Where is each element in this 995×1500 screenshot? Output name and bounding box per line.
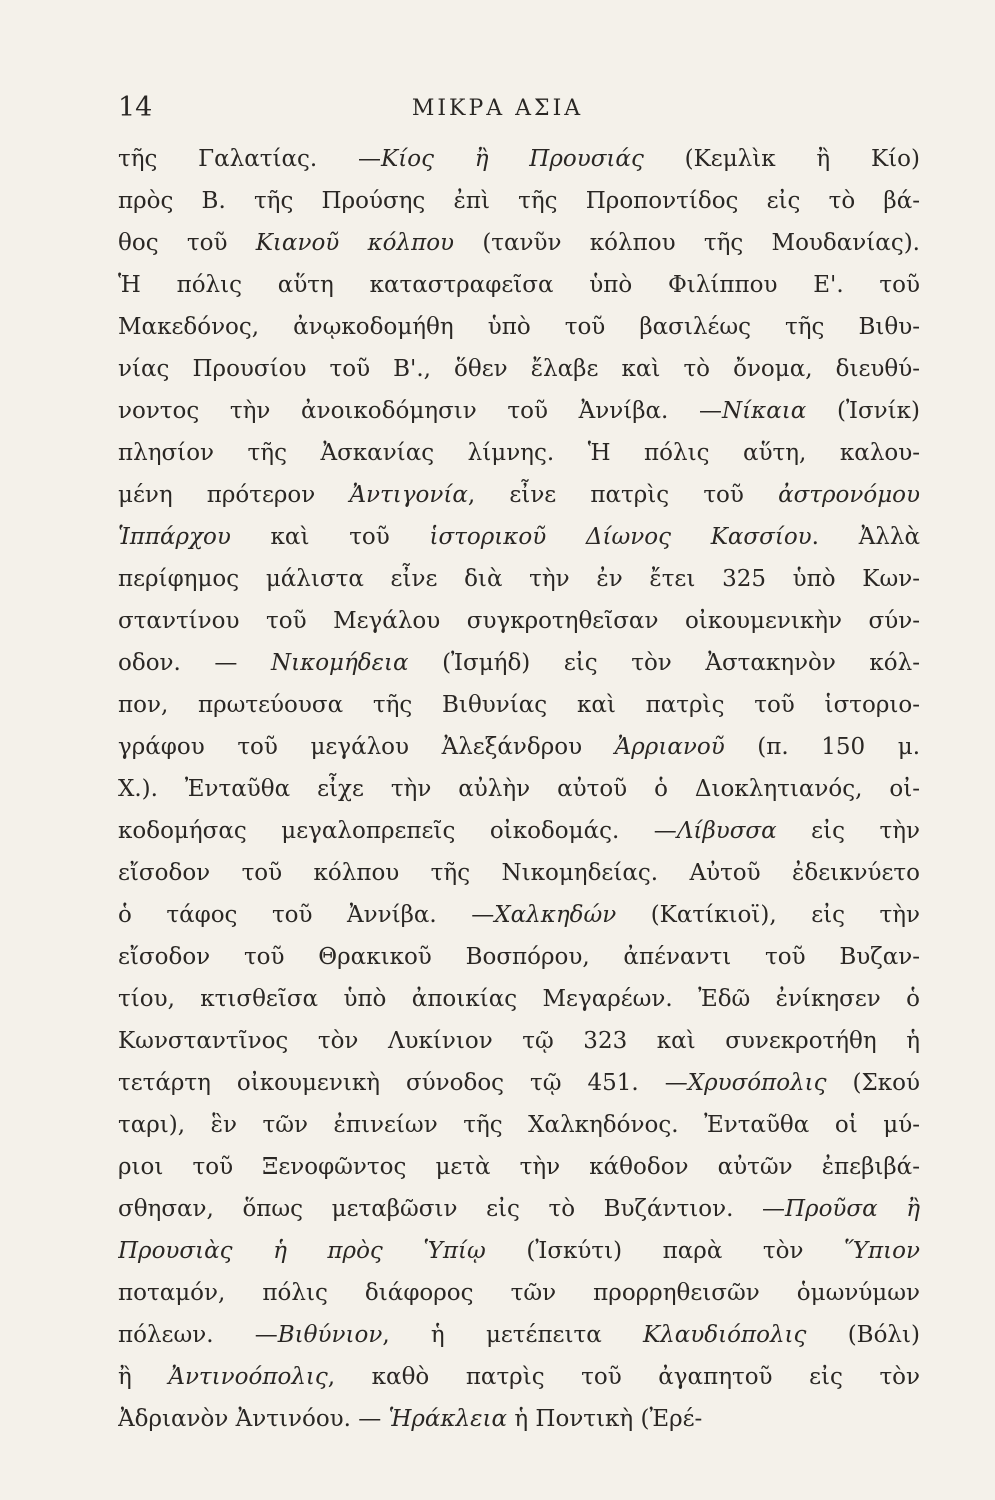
italic-term: Νικομήδεια [270,650,409,676]
text-run: οδον. — [118,650,271,676]
text-run: ριοι τοῦ Ξενοφῶντος μετὰ τὴν κάθοδον αὐτῶν ἐπεβιβά- [118,1154,920,1180]
text-line [118,1356,920,1398]
text-run: τῆς Γαλατίας. — [118,146,382,172]
text-line [118,726,920,768]
text-line [118,1020,920,1062]
text-run: νίας Προυσίου τοῦ Β'., ὅθεν ἔλαβε καὶ τὸ ὄνομα, διευθύ- [118,356,920,382]
text-line [118,894,920,936]
italic-term: Ἀντιγονία [349,482,468,508]
text-run: . Ἀλλὰ [811,524,920,550]
italic-term: Προυσιὰς ἡ πρὸς Ὑπίῳ [118,1238,486,1264]
text-run: ταρι), ἓν τῶν ἐπινείων τῆς Χαλκηδόνος. Ἐνταῦθα οἱ μύ- [118,1112,920,1138]
text-run: ἢ [118,1364,169,1390]
italic-term: Βιθύνιον [277,1322,383,1348]
text-run: πρὸς Β. τῆς Προύσης ἐπὶ τῆς Προποντίδος εἰς τὸ βά- [118,188,920,214]
text-run: πον, πρωτεύουσα τῆς Βιθυνίας καὶ πατρὶς τοῦ ἱστοριο- [118,692,920,718]
text-run: νοντος τὴν ἀνοικοδόμησιν τοῦ Ἀννίβα. — [118,398,723,424]
text-line [118,222,920,264]
text-run: περίφημος μάλιστα εἶνε διὰ τὴν ἐν ἔτει 325 ὑπὸ Κων- [118,566,920,592]
text-run: θος τοῦ [118,230,256,256]
text-run: κοδομήσας μεγαλοπρεπεῖς οἰκοδομάς. — [118,818,677,844]
text-line [118,1398,920,1440]
text-run: (Ἰσμήδ) εἰς τὸν Ἀστακηνὸν κόλ- [408,650,920,676]
italic-term: Κίος ἢ Προυσιάς [381,146,644,172]
text-line [118,600,920,642]
text-line [118,558,920,600]
italic-term: Ἀντινοόπολις [168,1364,328,1390]
text-line [118,684,920,726]
text-line [118,1146,920,1188]
running-title: ΜΙΚΡΑ ΑΣΙΑ [411,96,584,121]
text-line [118,978,920,1020]
text-line [118,852,920,894]
italic-term: Ὕπιον [844,1238,920,1264]
text-line [118,516,920,558]
text-line [118,1062,920,1104]
italic-term: Χαλκηδών [494,902,617,928]
text-line [118,432,920,474]
text-line [118,1104,920,1146]
text-line [118,1188,920,1230]
text-run: (π. 150 μ. [724,734,920,760]
text-run: (τανῦν κόλπου τῆς Μουδανίας). [454,230,920,256]
text-run: (Βόλι) [806,1322,920,1348]
text-run: Ἡ πόλις αὕτη καταστραφεῖσα ὑπὸ Φιλίππου Ε'. τοῦ [118,272,920,298]
text-run: πόλεων. — [118,1322,278,1348]
text-run: Ἀδριανὸν Ἀντινόου. — [118,1406,389,1432]
text-run: τετάρτη οἰκουμενικὴ σύνοδος τῷ 451. — [118,1070,688,1096]
text-run: πλησίον τῆς Ἀσκανίας λίμνης. Ἡ πόλις αὕτη, καλου- [118,440,920,466]
text-run: τίου, κτισθεῖσα ὑπὸ ἀποικίας Μεγαρέων. Ἐδῶ ἐνίκησεν ὁ [118,986,920,1012]
page-number: 14 [118,92,153,123]
text-run: εἴσοδον τοῦ κόλπου τῆς Νικομηδείας. Αὐτοῦ ἐδεικνύετο [118,860,920,886]
text-line [118,1314,920,1356]
text-run: , εἶνε πατρὶς τοῦ [467,482,779,508]
text-line [118,306,920,348]
text-line [118,264,920,306]
text-line [118,642,920,684]
text-run: (Κατίκιοϊ), εἰς τὴν [616,902,920,928]
italic-term: Ἀρριανοῦ [614,734,725,760]
text-line [118,768,920,810]
text-line [118,810,920,852]
page-header [0,92,995,132]
text-run: (Ἰσνίκ) [806,398,920,424]
text-run: , καθὸ πατρὶς τοῦ ἀγαπητοῦ εἰς τὸν [327,1364,920,1390]
text-line [118,936,920,978]
italic-term: Κλαυδιόπολις [643,1322,807,1348]
italic-term: Κιανοῦ κόλπου [255,230,455,256]
text-line [118,1230,920,1272]
italic-term: ἀστρονόμου [778,482,920,508]
text-run: Μακεδόνος, ἀνῳκοδομήθη ὑπὸ τοῦ βασιλέως τῆς Βιθυ- [118,314,920,340]
text-run: (Κεμλὶκ ἢ Κίο) [643,146,920,172]
italic-term: Ἡράκλεια [388,1406,508,1432]
text-run: εἴσοδον τοῦ Θρακικοῦ Βοσπόρου, ἀπέναντι τοῦ Βυζαν- [118,944,920,970]
text-run: μένη πρότερον [118,482,350,508]
italic-term: Νίκαια [722,398,807,424]
text-run: ἡ Ποντικὴ (Ἐρέ- [507,1406,703,1432]
text-run: γράφου τοῦ μεγάλου Ἀλεξάνδρου [118,734,615,760]
text-line [118,138,920,180]
text-run: , ἡ μετέπειτα [382,1322,643,1348]
text-line [118,180,920,222]
text-line [118,474,920,516]
italic-term: ἱστορικοῦ Δίωνος Κασσίου [429,524,812,550]
text-run: Χ.). Ἐνταῦθα εἶχε τὴν αὐλὴν αὐτοῦ ὁ Διοκλητιανός, οἰ- [118,776,920,802]
text-run: εἰς τὴν [776,818,920,844]
italic-term: Λίβυσσα [676,818,777,844]
text-run: σταντίνου τοῦ Μεγάλου συγκροτηθεῖσαν οἰκουμενικὴν σύν- [118,608,920,634]
text-run: καὶ τοῦ [230,524,430,550]
text-run: σθησαν, ὅπως μεταβῶσιν εἰς τὸ Βυζάντιον. — [118,1196,785,1222]
text-run: (Ἰσκύτι) παρὰ τὸν [485,1238,845,1264]
text-run: ποταμόν, πόλις διάφορος τῶν προρρηθεισῶν ὁμωνύμων [118,1280,920,1306]
italic-term: Χρυσόπολις [687,1070,827,1096]
body-text [118,138,920,1440]
italic-term: Ἱππάρχου [118,524,231,550]
italic-term: Προῦσα ἢ [784,1196,920,1222]
text-line [118,348,920,390]
text-run: ὁ τάφος τοῦ Ἀννίβα. — [118,902,495,928]
text-line [118,390,920,432]
text-run: Κωνσταντῖνος τὸν Λυκίνιον τῷ 323 καὶ συνεκροτήθη ἡ [118,1028,920,1054]
text-run: (Σκού [826,1070,920,1096]
text-line [118,1272,920,1314]
